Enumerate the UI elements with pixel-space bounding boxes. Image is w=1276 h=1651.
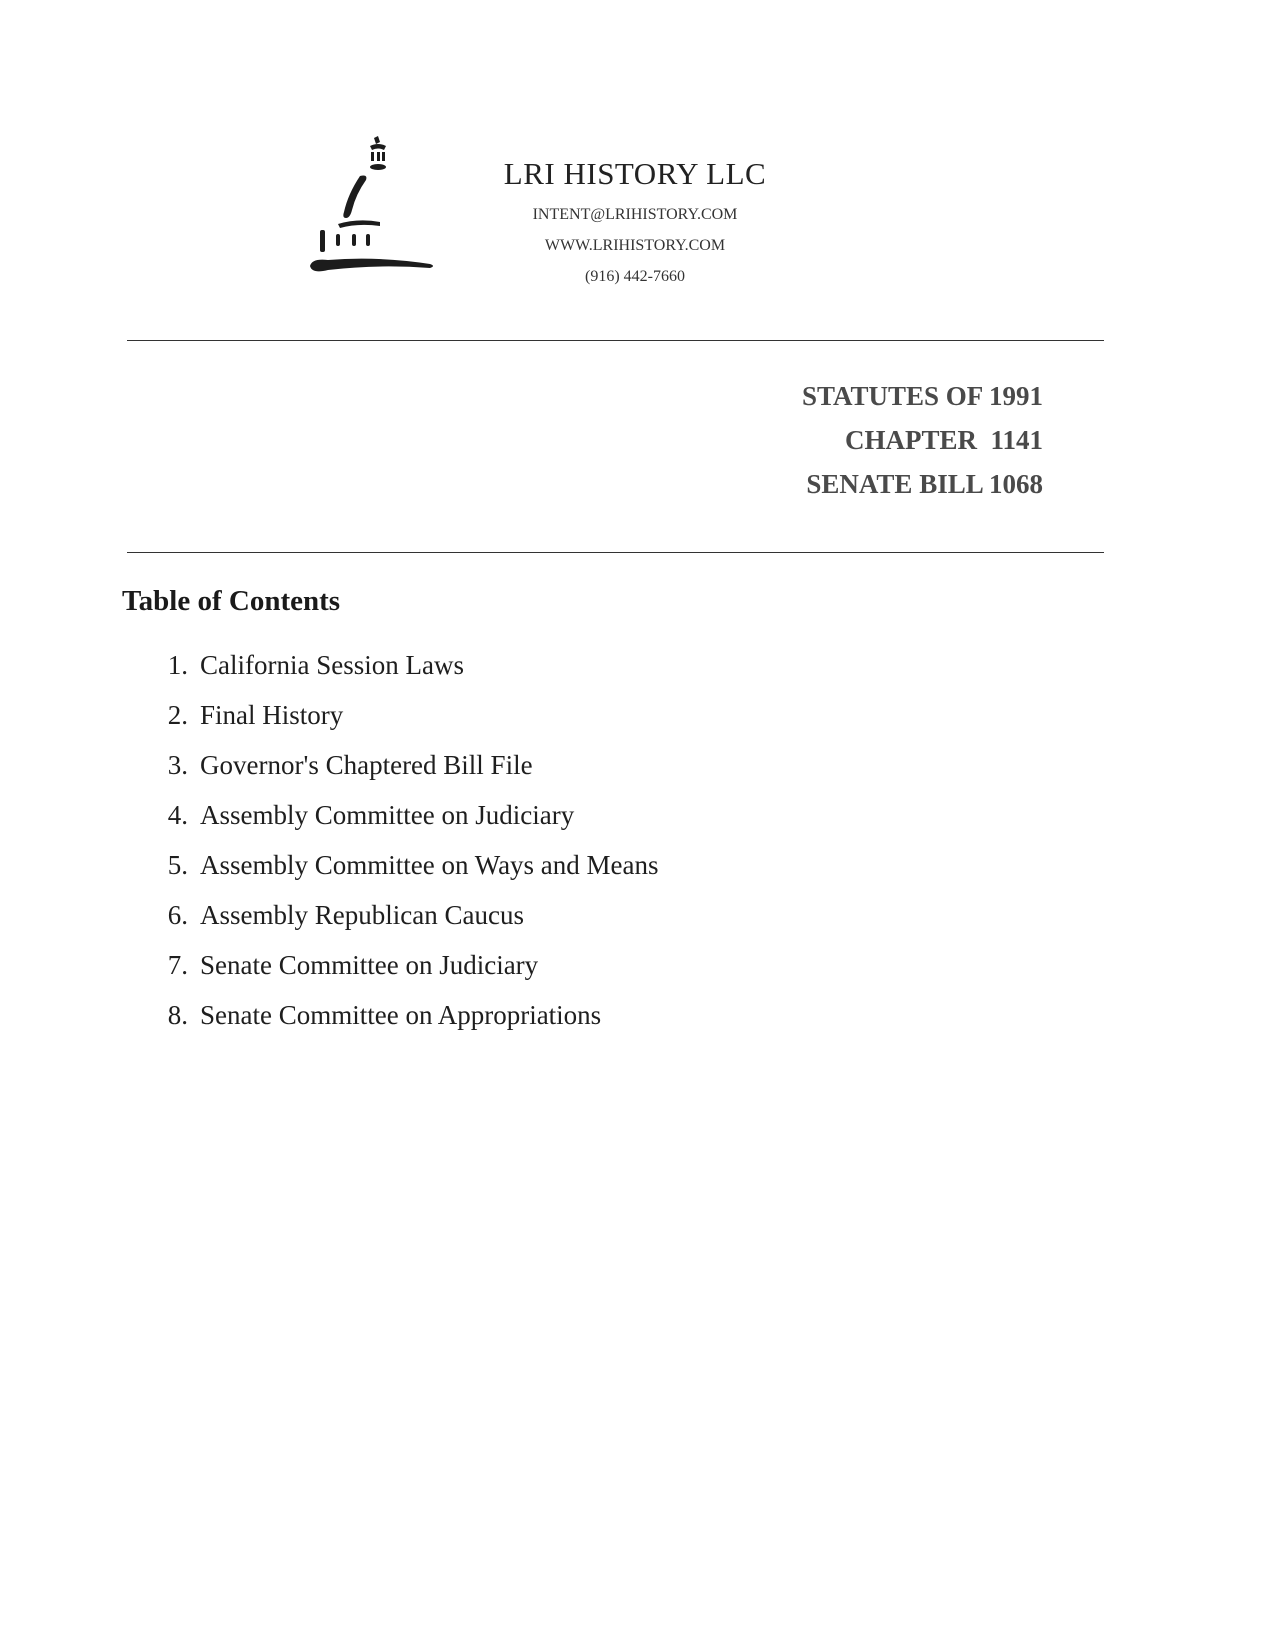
toc-item-number: 4. <box>167 800 188 830</box>
toc-item <box>140 752 659 802</box>
toc-item-number: 1. <box>167 650 188 680</box>
chapter-number: CHAPTER 1141 <box>844 425 1043 455</box>
toc-item-label: Governor's Chaptered Bill File <box>200 750 533 780</box>
toc-item-label: Senate Committee on Judiciary <box>200 950 539 980</box>
company-website: WWW.LRIHISTORY.COM <box>544 237 726 254</box>
toc-heading: Table of Contents <box>122 585 341 617</box>
toc-item <box>140 902 659 952</box>
toc-item-label: Final History <box>200 700 344 730</box>
bill-info <box>802 383 1043 515</box>
bottom-divider <box>127 552 1104 553</box>
toc-item <box>140 802 659 852</box>
toc-item <box>140 652 659 702</box>
toc-item-label: Assembly Committee on Judiciary <box>200 800 575 830</box>
toc-list <box>140 652 659 1052</box>
toc-item-number: 3. <box>167 750 188 780</box>
toc-item-number: 6. <box>167 900 188 930</box>
toc-item-number: 5. <box>167 850 188 880</box>
toc-item-label: California Session Laws <box>200 650 464 680</box>
bill-number: SENATE BILL 1068 <box>806 469 1043 499</box>
company-name: LRI HISTORY LLC <box>503 156 767 191</box>
toc-item-label: Assembly Committee on Ways and Means <box>200 850 659 880</box>
toc-item-label: Senate Committee on Appropriations <box>200 1000 602 1030</box>
toc-item <box>140 952 659 1002</box>
capitol-dome-icon <box>308 134 448 294</box>
company-email: INTENT@LRIHISTORY.COM <box>532 206 738 223</box>
company-phone: (916) 442-7660 <box>585 268 685 285</box>
toc-item-number: 8. <box>167 1000 188 1030</box>
toc-item-number: 2. <box>167 700 188 730</box>
toc-item-number: 7. <box>167 950 188 980</box>
company-block <box>440 158 830 285</box>
statutes-year: STATUTES OF 1991 <box>801 381 1043 411</box>
toc-item <box>140 702 659 752</box>
toc-item-label: Assembly Republican Caucus <box>200 900 524 930</box>
top-divider <box>127 340 1104 341</box>
toc-item <box>140 1002 659 1052</box>
toc-item <box>140 852 659 902</box>
